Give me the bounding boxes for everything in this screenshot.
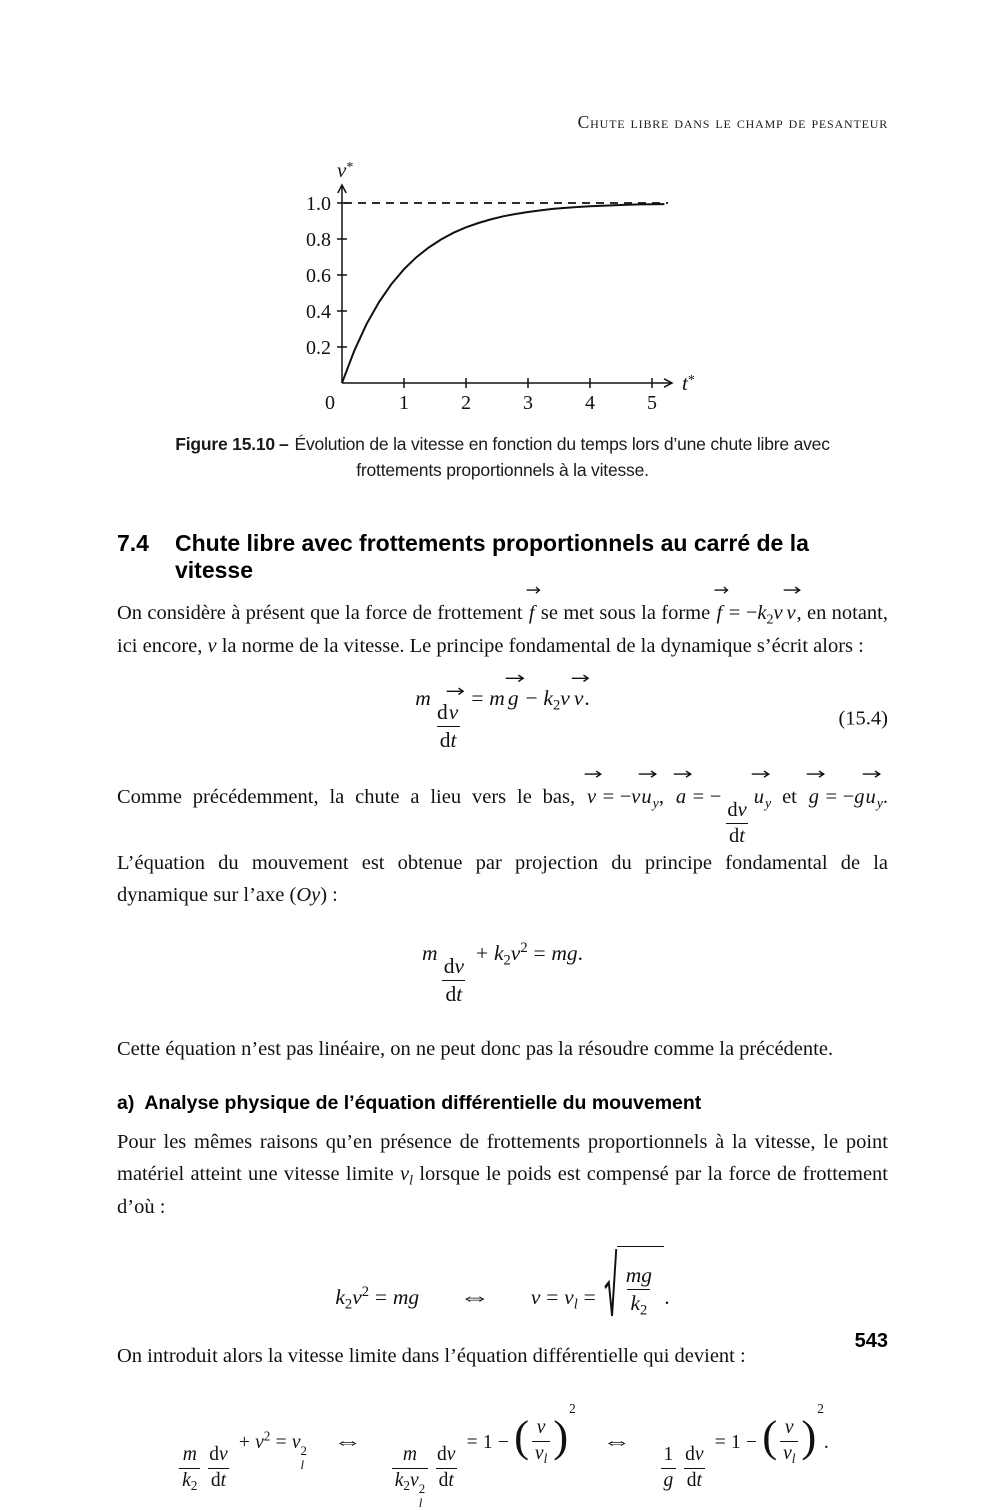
paragraph-introduce-limit: On introduit alors la vitesse limite dans l’équation différentielle qui devient : <box>117 1345 746 1368</box>
section-heading <box>117 530 888 584</box>
svg-text:0: 0 <box>325 392 335 414</box>
svg-text:t*: t* <box>682 371 695 395</box>
paragraph-nonlinear: Cette équation n’est pas linéaire, on ne peut donc pas la résoudre comme la précédente. <box>117 1038 834 1061</box>
page-number: 543 <box>854 1330 888 1352</box>
equation-15-4-math: m $\frac{dv}{dt}$ = m g − $k_2v$ v . <box>415 686 589 710</box>
equation-15-4 <box>117 686 888 751</box>
svg-text:v*: v* <box>337 158 354 182</box>
paragraph-projection: Comme précédemment, la chute a lieu vers le bas, v = −vu $_y$, a = − $\frac{dv}{dt}$ u $_y$ et g = −gu $_y$. L’équation du mouvement est obtenue par projection du principe fondamental de la dynamique sur l’axe (Oy) : <box>117 782 888 912</box>
svg-text:0.4: 0.4 <box>306 301 331 323</box>
running-header: Chute libre dans le champ de pesanteur <box>577 112 888 132</box>
section-title: Chute libre avec frottements proportionnels au carré de la vitesse <box>174 529 809 583</box>
subsection-title: Analyse physique de l’équation différentielle du mouvement <box>144 1092 702 1115</box>
svg-text:4: 4 <box>585 392 595 414</box>
equation-projection-oy: m $\frac{dv}{dt}$ + $k_2v^2$ = mg. <box>421 939 584 1007</box>
figure-caption <box>148 431 858 484</box>
svg-text:0.6: 0.6 <box>306 265 331 287</box>
svg-text:0.2: 0.2 <box>306 337 331 359</box>
equation-chain: $\frac{m}{k_2}$ $\frac{dv}{dt}$ + $v^2 = v$ 2 l ⇔ m $k_2v$ 2 l $\frac{dv}{dt}$ = 1 − ( $\frac{v}{v_l}$ ) 2 ⇔ $\frac{1}{g}$ $\frac{dv}{dt}$ = 1 − ( $\frac{v}{v_l}$ ) 2 . <box>117 1405 888 1510</box>
equation-15-4-number: (15.4) <box>838 707 888 730</box>
svg-text:5: 5 <box>647 392 657 414</box>
svg-text:2: 2 <box>461 392 471 414</box>
figure-15-10 <box>117 158 888 484</box>
svg-text:0.8: 0.8 <box>306 229 331 251</box>
subsection-heading <box>117 1092 888 1115</box>
equation-limit-speed: $k_2v^2$ = mg ⇔ $v = v_l$ = $\frac{mg}{k_2}$ . <box>117 1246 888 1319</box>
svg-text:1: 1 <box>399 392 409 414</box>
velocity-time-chart <box>280 158 726 415</box>
svg-text:1.0: 1.0 <box>306 193 331 215</box>
figure-caption-text: Évolution de la vitesse en fonction du temps lors d’une chute libre avec frottements proportionnels à la vitesse. <box>294 434 830 481</box>
subsection-label: a) <box>117 1092 135 1115</box>
figure-caption-label: Figure 15.10 <box>175 434 275 454</box>
svg-text:3: 3 <box>523 392 533 414</box>
paragraph-intro: On considère à présent que la force de frottement f se met sous la forme f = $-k_2v$ v , en notant, ici encore, v la norme de la vitesse. Le principe fondamental de la dynamique s’écrit alors : <box>117 598 888 663</box>
section-number: 7.4 <box>117 529 149 556</box>
paragraph-limit-speed: Pour les mêmes raisons qu’en présence de frottements proportionnels à la vitesse, le point matériel atteint une vitesse limite $v_l$ lorsque le poids est compensé par la force de frottement d’où : <box>117 1131 888 1219</box>
figure-caption-dash: – <box>278 434 289 454</box>
